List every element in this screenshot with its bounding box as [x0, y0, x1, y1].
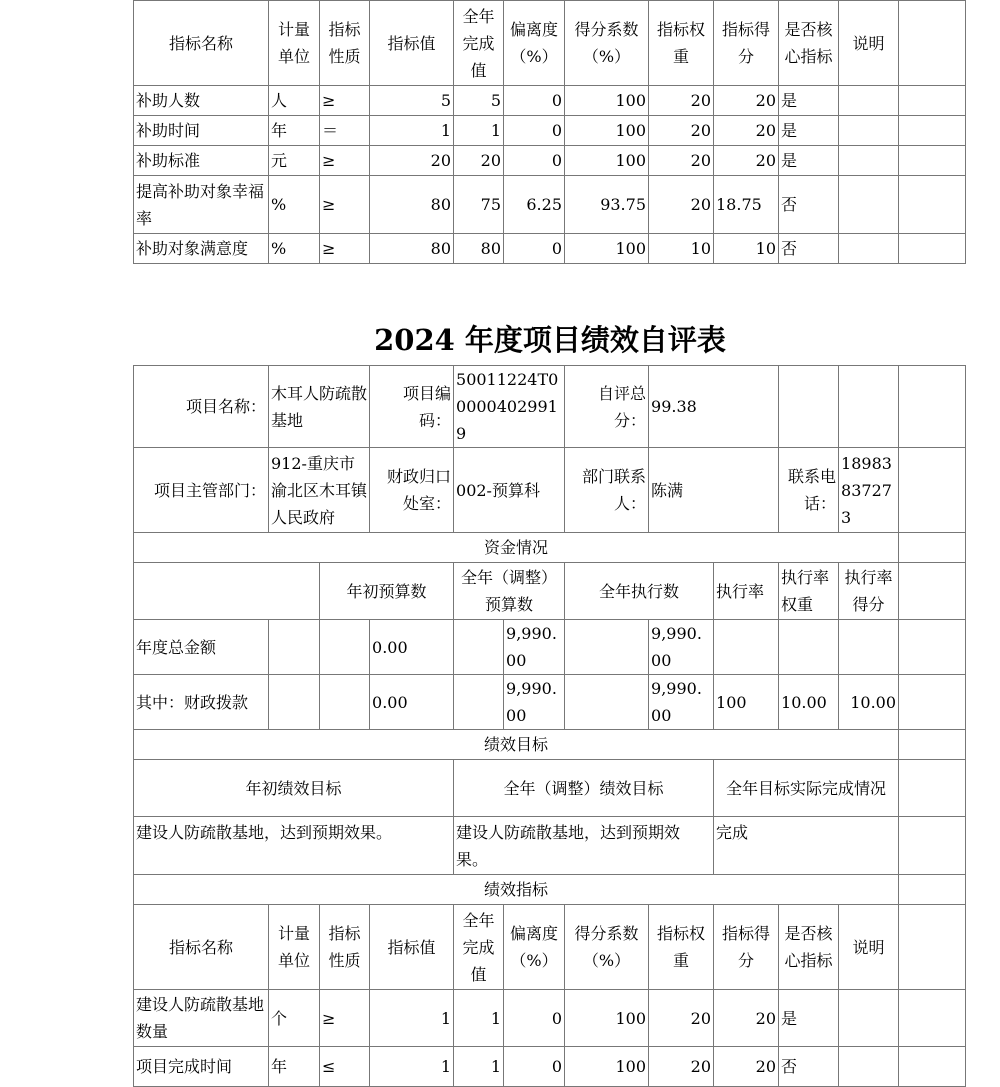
table-cell: [565, 675, 649, 730]
table-cell: 是: [779, 990, 839, 1047]
column-header: 全年完成值: [454, 905, 504, 990]
column-header: 计量单位: [269, 905, 320, 990]
table-cell: 是: [779, 116, 839, 146]
table-cell: 全年目标实际完成情况: [714, 760, 899, 817]
table-cell: 100: [565, 146, 649, 176]
table-cell: 年: [269, 1047, 320, 1087]
table-cell: 建设人防疏散基地，达到预期效果。: [454, 817, 714, 875]
table-cell: 0.00: [370, 675, 454, 730]
table-cell: 20: [454, 146, 504, 176]
table-cell: [839, 366, 899, 448]
indicator-name: 提高补助对象幸福率: [134, 176, 269, 234]
table-cell: 0: [504, 990, 565, 1047]
table-cell: 9,990.00: [649, 675, 714, 730]
indicator-name: 建设人防疏散基地数量: [134, 990, 269, 1047]
table-cell: [779, 620, 839, 675]
table-cell: 9,990.00: [504, 675, 565, 730]
column-header: 得分系数（%）: [565, 905, 649, 990]
table-cell: 20: [649, 86, 714, 116]
table-cell: 项目主管部门：: [134, 448, 269, 533]
column-header: 偏离度（%）: [504, 905, 565, 990]
table-cell: 0: [504, 116, 565, 146]
table-cell: [565, 620, 649, 675]
table-cell: [454, 620, 504, 675]
table-cell: 1: [370, 1047, 454, 1087]
indicator-row: [134, 146, 966, 176]
table-cell: 全年（调整）预算数: [454, 563, 565, 620]
table-cell: [899, 1047, 966, 1087]
table-cell: 全年（调整）绩效目标: [454, 760, 714, 817]
table-cell: [839, 176, 899, 234]
table-cell: 财政归口处室：: [370, 448, 454, 533]
table-cell: [839, 234, 899, 264]
table-cell: ≥: [320, 86, 370, 116]
table-cell: 0: [504, 1047, 565, 1087]
table-cell: 1: [454, 990, 504, 1047]
table-cell: 75: [454, 176, 504, 234]
table-cell: 20: [649, 176, 714, 234]
table-cell: 是: [779, 146, 839, 176]
table-cell: %: [269, 176, 320, 234]
table-cell: 陈满: [649, 448, 779, 533]
table-cell: 20: [649, 116, 714, 146]
indicator-name: 补助标准: [134, 146, 269, 176]
table-cell: 0.00: [370, 620, 454, 675]
table-cell: 100: [565, 1047, 649, 1087]
indicator-name: 补助人数: [134, 86, 269, 116]
table-cell: [269, 620, 320, 675]
table-cell: 10: [714, 234, 779, 264]
table-cell: [899, 620, 966, 675]
column-header: 指标性质: [320, 1, 370, 86]
column-header: 指标值: [370, 1, 454, 86]
table-cell: [779, 366, 839, 448]
table-cell: [899, 990, 966, 1047]
table-cell: 是: [779, 86, 839, 116]
funds-row: [134, 675, 966, 730]
table-cell: [899, 146, 966, 176]
table-cell: 年: [269, 116, 320, 146]
table-cell: 18983837273: [839, 448, 899, 533]
table-cell: [899, 875, 966, 905]
table-cell: ≤: [320, 1047, 370, 1087]
table-cell: [899, 366, 966, 448]
table-cell: 0: [504, 234, 565, 264]
goals-header-row: [134, 760, 966, 817]
table-cell: 20: [649, 146, 714, 176]
table-cell: 年度总金额: [134, 620, 269, 675]
table-cell: [899, 817, 966, 875]
column-header: 是否核心指标: [779, 905, 839, 990]
table-cell: 20: [649, 990, 714, 1047]
table-cell: 20: [649, 1047, 714, 1087]
table-cell: 执行率权重: [779, 563, 839, 620]
table-cell: 20: [714, 1047, 779, 1087]
column-header: 指标值: [370, 905, 454, 990]
table-cell: 6.25: [504, 176, 565, 234]
table-cell: 100: [565, 116, 649, 146]
table-cell: [899, 905, 966, 990]
page-title: 2024 年度项目绩效自评表: [374, 323, 726, 357]
table-cell: 912-重庆市渝北区木耳镇人民政府: [269, 448, 370, 533]
funds-row: [134, 620, 966, 675]
table-cell: [899, 86, 966, 116]
table-cell: 全年执行数: [565, 563, 714, 620]
table-cell: 联系电话：: [779, 448, 839, 533]
table-cell: 80: [370, 234, 454, 264]
table-cell: 执行率: [714, 563, 779, 620]
table-cell: 002-预算科: [454, 448, 565, 533]
table-cell: [269, 675, 320, 730]
table-cell: 9,990.00: [649, 620, 714, 675]
table-cell: 其中：财政拨款: [134, 675, 269, 730]
column-header: 全年完成值: [454, 1, 504, 86]
table-cell: 1: [454, 1047, 504, 1087]
column-header: 计量单位: [269, 1, 320, 86]
table-cell: 项目名称：: [134, 366, 269, 448]
goals-section-row: [134, 730, 966, 760]
table-cell: 20: [714, 86, 779, 116]
indicator-table-previous: [133, 0, 966, 264]
table-cell: 1: [370, 116, 454, 146]
table-cell: 否: [779, 176, 839, 234]
table-cell: 完成: [714, 817, 899, 875]
indicator-name: 项目完成时间: [134, 1047, 269, 1087]
table-cell: [839, 146, 899, 176]
table-cell: [899, 730, 966, 760]
column-header: 指标名称: [134, 1, 269, 86]
section-title: 资金情况: [134, 533, 899, 563]
table-cell: 5: [370, 86, 454, 116]
table-cell: [899, 533, 966, 563]
table-cell: 年初预算数: [320, 563, 454, 620]
indicator-row: [134, 86, 966, 116]
table-cell: 个: [269, 990, 320, 1047]
table-cell: 20: [370, 146, 454, 176]
table-cell: [839, 86, 899, 116]
table-cell: [134, 563, 320, 620]
table-cell: 自评总分：: [565, 366, 649, 448]
table-cell: [454, 675, 504, 730]
table-cell: ≥: [320, 176, 370, 234]
table-cell: 100: [714, 675, 779, 730]
column-header: 指标名称: [134, 905, 269, 990]
indicators-section-row: [134, 875, 966, 905]
indicator-name: 补助对象满意度: [134, 234, 269, 264]
indicator-row: [134, 234, 966, 264]
table-cell: [839, 116, 899, 146]
table-cell: 9,990.00: [504, 620, 565, 675]
table-cell: 年初绩效目标: [134, 760, 454, 817]
table-cell: [899, 448, 966, 533]
table-cell: 1: [370, 990, 454, 1047]
section-title: 绩效目标: [134, 730, 899, 760]
table-cell: [899, 116, 966, 146]
table-cell: ≥: [320, 990, 370, 1047]
table-cell: 99.38: [649, 366, 779, 448]
table-cell: [899, 563, 966, 620]
table-cell: 建设人防疏散基地，达到预期效果。: [134, 817, 454, 875]
column-header: 说明: [839, 1, 899, 86]
table-cell: [839, 1047, 899, 1087]
column-header: 说明: [839, 905, 899, 990]
table-cell: 木耳人防疏散基地: [269, 366, 370, 448]
table-cell: 18.75: [714, 176, 779, 234]
table-cell: 80: [454, 234, 504, 264]
indicator-row: [134, 990, 966, 1047]
table-cell: 项目编码：: [370, 366, 454, 448]
table-cell: 20: [714, 990, 779, 1047]
table-cell: 93.75: [565, 176, 649, 234]
table-cell: [320, 675, 370, 730]
table-cell: 人: [269, 86, 320, 116]
funds-header-row: [134, 563, 966, 620]
table-cell: 100: [565, 234, 649, 264]
table-cell: 否: [779, 234, 839, 264]
table-cell: ≥: [320, 146, 370, 176]
goals-row: [134, 817, 966, 875]
self-evaluation-table: [133, 365, 966, 1087]
funds-section-row: [134, 533, 966, 563]
column-header: 偏离度（%）: [504, 1, 565, 86]
table-cell: 否: [779, 1047, 839, 1087]
table-cell: 0: [504, 146, 565, 176]
header-row: [134, 1, 966, 86]
table-cell: [899, 176, 966, 234]
column-header: 指标权重: [649, 1, 714, 86]
indicator-row: [134, 176, 966, 234]
column-header: 得分系数（%）: [565, 1, 649, 86]
table-cell: ≥: [320, 234, 370, 264]
table-cell: [320, 620, 370, 675]
table-cell: [714, 620, 779, 675]
table-cell: 10.00: [779, 675, 839, 730]
table-cell: %: [269, 234, 320, 264]
table-cell: 100: [565, 86, 649, 116]
header-row: [134, 905, 966, 990]
table-cell: [839, 620, 899, 675]
project-name-row: [134, 366, 966, 448]
table-cell: 10.00: [839, 675, 899, 730]
column-header: 指标得分: [714, 905, 779, 990]
table-cell: ＝: [320, 116, 370, 146]
table-cell: 元: [269, 146, 320, 176]
column-header: 是否核心指标: [779, 1, 839, 86]
column-header: 指标权重: [649, 905, 714, 990]
project-dept-row: [134, 448, 966, 533]
indicator-row: [134, 1047, 966, 1087]
table-cell: 20: [714, 146, 779, 176]
table-cell: [899, 234, 966, 264]
table-cell: [899, 760, 966, 817]
indicator-row: [134, 116, 966, 146]
table-cell: [839, 990, 899, 1047]
table-cell: 部门联系人：: [565, 448, 649, 533]
table-cell: 80: [370, 176, 454, 234]
table-cell: 0: [504, 86, 565, 116]
column-header: 指标性质: [320, 905, 370, 990]
table-cell: [899, 1, 966, 86]
table-cell: 1: [454, 116, 504, 146]
table-cell: 执行率得分: [839, 563, 899, 620]
table-cell: 20: [714, 116, 779, 146]
section-title: 绩效指标: [134, 875, 899, 905]
column-header: 指标得分: [714, 1, 779, 86]
table-cell: 50011224T000004029919: [454, 366, 565, 448]
table-cell: 5: [454, 86, 504, 116]
table-cell: [899, 675, 966, 730]
table-cell: 10: [649, 234, 714, 264]
table-cell: 100: [565, 990, 649, 1047]
indicator-name: 补助时间: [134, 116, 269, 146]
